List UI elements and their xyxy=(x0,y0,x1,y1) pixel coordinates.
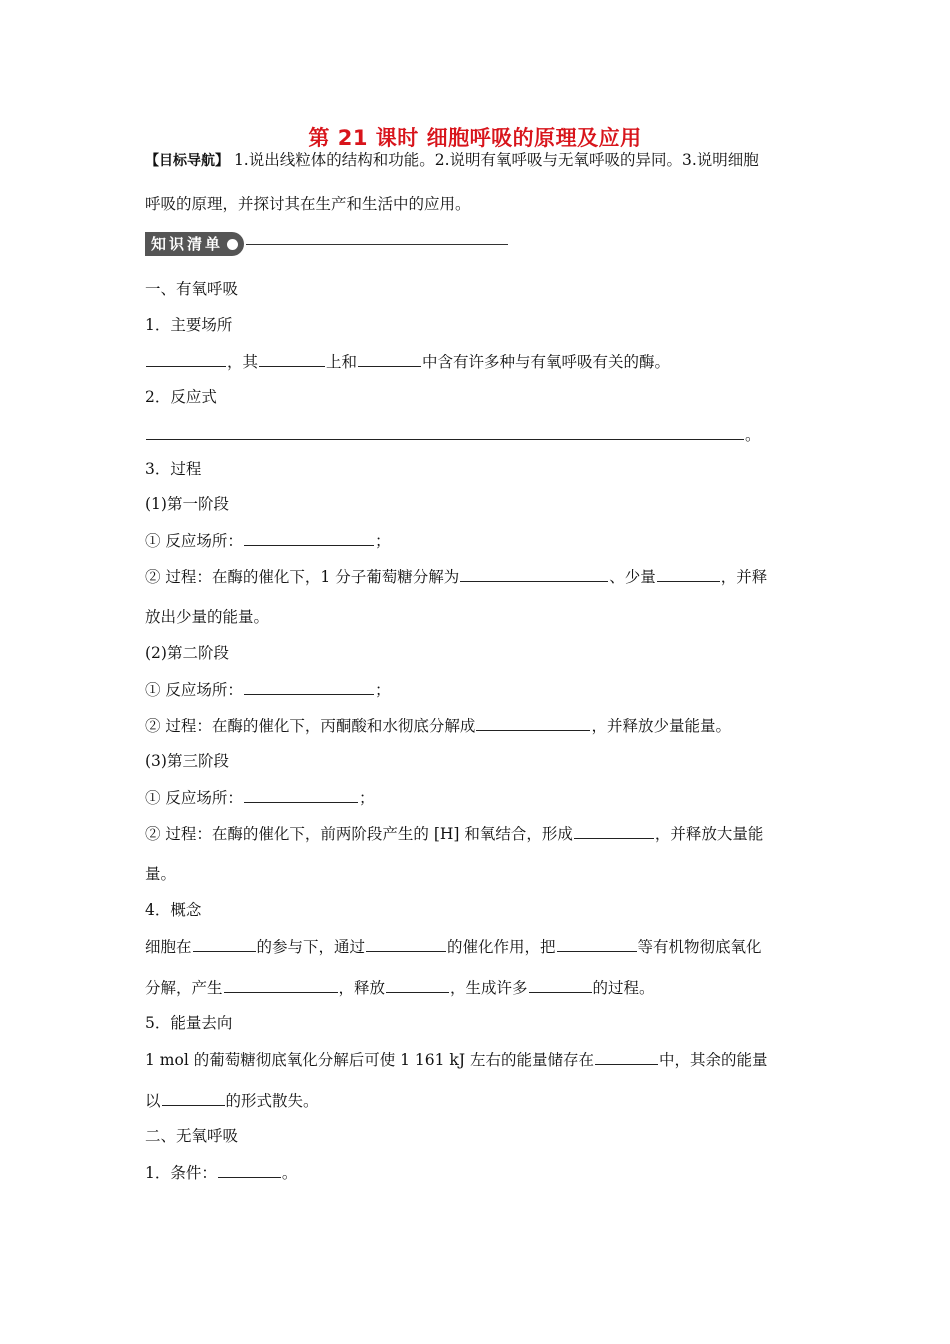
text-fragment: ； xyxy=(374,681,391,699)
answer-blank[interactable] xyxy=(460,566,608,582)
stage3-process-cont: 量。 xyxy=(145,865,177,883)
energy-line-1 xyxy=(145,1049,767,1070)
answer-blank[interactable] xyxy=(386,977,449,993)
text-fragment: 中，其余的能量 xyxy=(658,1051,768,1069)
answer-blank[interactable] xyxy=(244,530,374,546)
text-fragment: 1 mol 的葡萄糖彻底氧化分解后可使 1 161 kJ 左右的能量储存在 xyxy=(145,1051,594,1069)
text-fragment: ① 反应场所： xyxy=(145,681,243,699)
text-fragment: 的形式散失。 xyxy=(225,1092,319,1110)
badge-rule xyxy=(246,244,508,245)
goals-line-2: 呼吸的原理，并探讨其在生产和生活中的应用。 xyxy=(145,195,471,213)
answer-blank[interactable] xyxy=(366,936,446,952)
answer-blank[interactable] xyxy=(244,679,374,695)
dot-icon xyxy=(227,239,238,250)
text-fragment: ，并释放少量能量。 xyxy=(591,717,731,735)
stage3-site xyxy=(145,787,374,808)
text-fragment: 等有机物彻底氧化 xyxy=(637,938,762,956)
site-heading: 1．主要场所 xyxy=(145,316,233,334)
site-line xyxy=(145,351,670,372)
text-fragment: 的过程。 xyxy=(592,979,655,997)
answer-blank[interactable] xyxy=(657,566,720,582)
text-fragment: 。 xyxy=(745,426,761,444)
text-fragment: ① 反应场所： xyxy=(145,532,243,550)
answer-blank[interactable] xyxy=(146,424,744,440)
energy-line-2 xyxy=(145,1090,319,1111)
answer-blank[interactable] xyxy=(358,351,421,367)
goals-text-1: 1.说出线粒体的结构和功能。2.说明有氧呼吸与无氧呼吸的异同。3.说明细胞 xyxy=(233,151,759,169)
text-fragment: ，并释 xyxy=(720,568,768,586)
text-fragment: ，生成许多 xyxy=(450,979,528,997)
answer-blank[interactable] xyxy=(574,823,654,839)
text-fragment: 的参与下，通过 xyxy=(256,938,366,956)
answer-blank[interactable] xyxy=(259,351,325,367)
concept-heading: 4．概念 xyxy=(145,901,202,919)
stage1-process xyxy=(145,566,767,587)
concept-line-2 xyxy=(145,977,655,998)
stage1-heading: (1)第一阶段 xyxy=(145,495,229,513)
answer-blank[interactable] xyxy=(146,351,226,367)
text-fragment: ，释放 xyxy=(338,979,386,997)
energy-heading: 5．能量去向 xyxy=(145,1014,233,1032)
stage1-process-cont: 放出少量的能量。 xyxy=(145,608,270,626)
text-fragment: ，并释放大量能 xyxy=(654,825,764,843)
text-fragment: 、少量 xyxy=(609,568,656,586)
badge-label: 知识清单 xyxy=(151,235,224,253)
answer-blank[interactable] xyxy=(529,977,592,993)
stage3-process xyxy=(145,823,763,844)
section-anaerobic: 二、无氧呼吸 xyxy=(145,1127,239,1145)
text-fragment: 1．条件： xyxy=(145,1164,217,1182)
text-fragment: 以 xyxy=(145,1092,161,1110)
text-fragment: ② 过程：在酶的催化下，丙酮酸和水彻底分解成 xyxy=(145,717,476,735)
reaction-line xyxy=(145,424,761,445)
text-fragment: ； xyxy=(374,532,391,550)
text-fragment: 。 xyxy=(281,1164,298,1182)
section-badge xyxy=(145,232,508,256)
answer-blank[interactable] xyxy=(193,936,256,952)
concept-line-1 xyxy=(145,936,762,957)
answer-blank[interactable] xyxy=(595,1049,658,1065)
reaction-heading: 2．反应式 xyxy=(145,388,217,406)
page-title: 第 21 课时 细胞呼吸的原理及应用 xyxy=(308,126,642,150)
section-aerobic: 一、有氧呼吸 xyxy=(145,280,239,298)
answer-blank[interactable] xyxy=(218,1162,281,1178)
text-fragment: ② 过程：在酶的催化下，前两阶段产生的 [H] 和氧结合，形成 xyxy=(145,825,573,843)
answer-blank[interactable] xyxy=(244,787,358,803)
text-fragment: 细胞在 xyxy=(145,938,192,956)
answer-blank[interactable] xyxy=(162,1090,225,1106)
text-fragment: ① 反应场所： xyxy=(145,789,243,807)
anaerobic-condition xyxy=(145,1162,297,1183)
text-fragment: 的催化作用，把 xyxy=(447,938,556,956)
answer-blank[interactable] xyxy=(224,977,338,993)
goals-label: 【目标导航】 xyxy=(145,153,229,169)
text-fragment: ； xyxy=(358,789,375,807)
badge-box xyxy=(145,232,244,256)
process-heading: 3．过程 xyxy=(145,460,202,478)
stage2-site xyxy=(145,679,390,700)
stage3-heading: (3)第三阶段 xyxy=(145,752,229,770)
stage2-process xyxy=(145,715,731,736)
goals-line-1 xyxy=(145,150,759,171)
stage2-heading: (2)第二阶段 xyxy=(145,644,229,662)
answer-blank[interactable] xyxy=(476,715,590,731)
stage1-site xyxy=(145,530,390,551)
text-fragment: 中含有许多种与有氧呼吸有关的酶。 xyxy=(422,353,671,371)
answer-blank[interactable] xyxy=(557,936,637,952)
text-fragment: 分解，产生 xyxy=(145,979,223,997)
text-fragment: ② 过程：在酶的催化下，1 分子葡萄糖分解为 xyxy=(145,568,460,586)
text-fragment: ，其 xyxy=(227,353,259,371)
text-fragment: 上和 xyxy=(326,353,358,371)
